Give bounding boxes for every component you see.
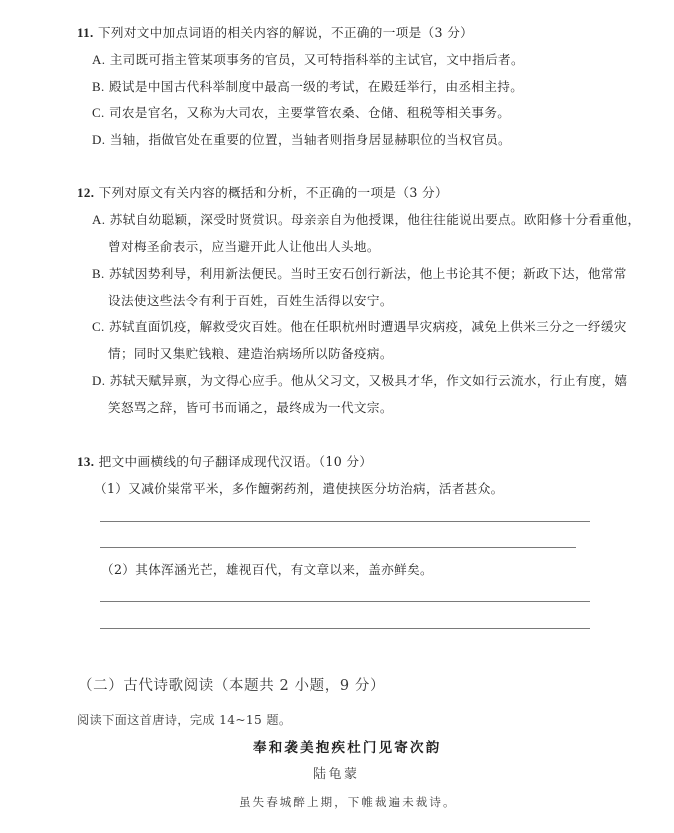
section-heading: （二）古代诗歌阅读（本题共 2 小题，9 分） xyxy=(78,678,386,694)
q12-option-d-cont: 笑怒骂之辞，皆可书而诵之，最终成为一代文宗。 xyxy=(108,400,393,415)
option-text: 苏轼天赋异禀，为文得心应手。他从父习文，又极具才华，作文如行云流水，行止有度，嬉 xyxy=(109,373,628,388)
poem-title: 奉和袭美抱疾杜门见寄次韵 xyxy=(253,740,442,756)
q11-option-d xyxy=(92,131,511,149)
question-text: 把文中画横线的句子翻译成现代汉语。（10 分） xyxy=(98,454,373,469)
q12-option-b xyxy=(92,265,627,283)
q11-option-b xyxy=(92,78,523,96)
poem-author: 陆龟蒙 xyxy=(313,767,360,782)
q12-option-a xyxy=(92,211,640,229)
part-label: （1） xyxy=(94,481,129,496)
option-text: 主司既可指主管某项事务的官员，又可特指科举的主试官，文中指后者。 xyxy=(109,52,524,67)
question-text: 下列对文中加点词语的相关内容的解说，不正确的一项是（3 分） xyxy=(97,25,474,40)
q12-option-c xyxy=(92,318,627,336)
part-text: 又减价粜常平米，多作饘粥药剂，遣使挟医分坊治病，活者甚众。 xyxy=(128,481,504,496)
q13-part-1 xyxy=(94,480,504,498)
part-text: 其体浑涵光芒，雄视百代，有文章以来，盖亦鲜矣。 xyxy=(135,562,433,577)
option-letter: B. xyxy=(92,266,105,281)
option-text: 殿试是中国古代科举制度中最高一级的考试，在殿廷举行，由丞相主持。 xyxy=(108,79,524,94)
q13-part-2 xyxy=(101,561,433,579)
option-letter: C. xyxy=(92,105,105,120)
question-12-stem xyxy=(77,184,448,202)
question-number: 11. xyxy=(77,25,94,40)
answer-line[interactable] xyxy=(100,547,576,548)
answer-line[interactable] xyxy=(100,628,590,629)
q12-option-c-cont: 情；同时又集贮钱粮、建造治病场所以防备疫病。 xyxy=(108,346,393,361)
option-letter: D. xyxy=(92,132,106,147)
question-11-stem xyxy=(77,24,473,42)
q12-option-b-cont: 设法使这些法令有利于百姓，百姓生活得以安宁。 xyxy=(108,293,393,308)
q11-option-c xyxy=(92,104,510,122)
question-13-stem xyxy=(77,453,372,471)
q12-option-a-cont: 曾对梅圣俞表示，应当避开此人让他出人头地。 xyxy=(108,239,380,254)
option-text: 司农是官名，又称为大司农，主要掌管农桑、仓储、租税等相关事务。 xyxy=(108,105,511,120)
option-letter: C. xyxy=(92,319,105,334)
option-text: 苏轼自幼聪颖，深受时贤赏识。母亲亲自为他授课，他往往能说出要点。欧阳修十分看重他， xyxy=(109,212,641,227)
q11-option-a xyxy=(92,51,524,69)
question-number: 13. xyxy=(77,454,95,469)
answer-line[interactable] xyxy=(100,521,590,522)
poem-line: 虽失春城醉上期，下帷裁遍未裁诗。 xyxy=(239,795,457,809)
reading-instruction: 阅读下面这首唐诗，完成 14~15 题。 xyxy=(77,713,292,727)
option-letter: B. xyxy=(92,79,105,94)
option-text: 苏轼因势利导，利用新法便民。当时王安石创行新法，他上书论其不便；新政下达，他常常 xyxy=(108,266,627,281)
part-label: （2） xyxy=(101,562,136,577)
option-letter: A. xyxy=(92,212,106,227)
option-text: 当轴，指做官处在重要的位置，当轴者则指身居显赫职位的当权官员。 xyxy=(109,132,511,147)
option-letter: A. xyxy=(92,52,106,67)
option-letter: D. xyxy=(92,373,106,388)
question-number: 12. xyxy=(77,185,95,200)
q12-option-d xyxy=(92,372,627,390)
option-text: 苏轼直面饥疫，解救受灾百姓。他在任职杭州时遭遇旱灾病疫，减免上供米三分之一纾缓灾 xyxy=(108,319,627,334)
question-text: 下列对原文有关内容的概括和分析，不正确的一项是（3 分） xyxy=(98,185,448,200)
answer-line[interactable] xyxy=(100,601,590,602)
